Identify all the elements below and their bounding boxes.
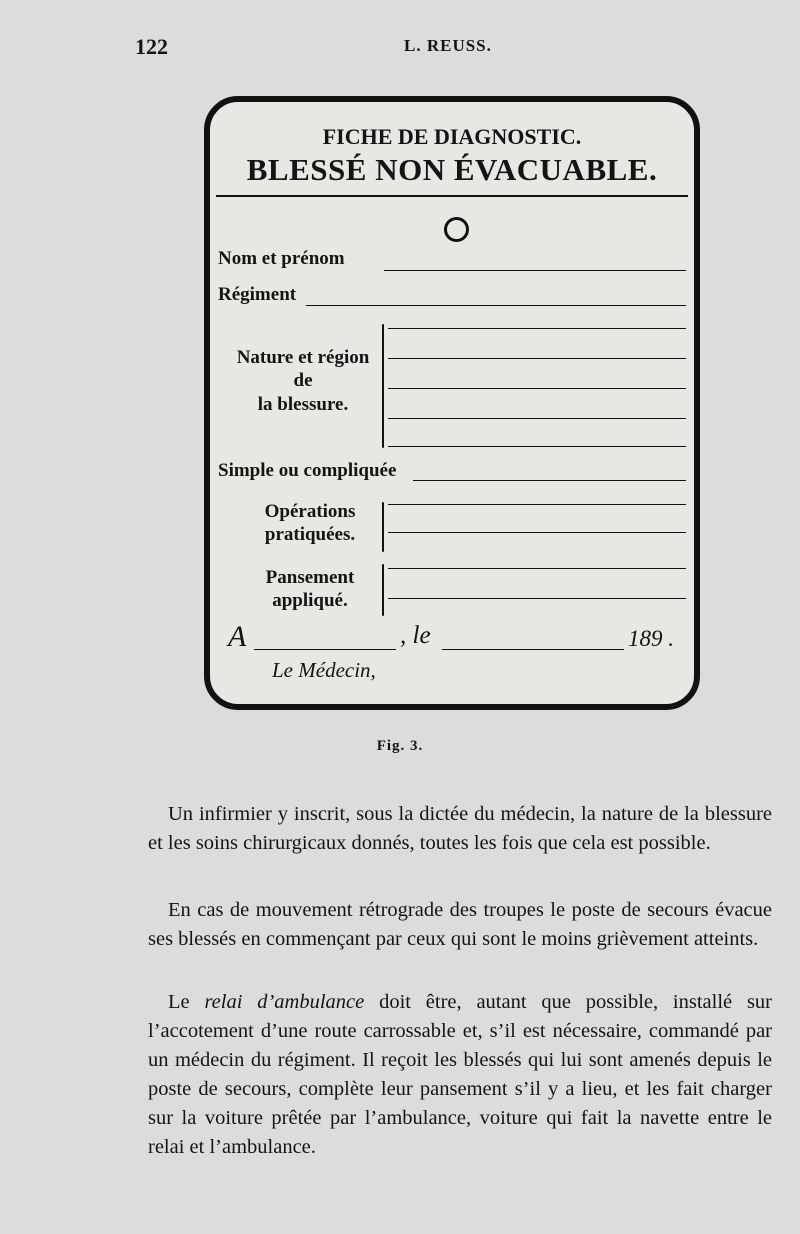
simple-complicated-label: Simple ou compliquée <box>218 460 397 481</box>
operations-line-b <box>388 532 686 533</box>
dressing-line-1: Pansement <box>265 567 355 588</box>
regiment-line <box>306 305 686 306</box>
title-rule <box>216 195 688 197</box>
punch-hole-circle <box>444 217 469 242</box>
card-subtitle: BLESSÉ NON ÉVACUABLE. <box>246 152 658 187</box>
wound-line-1 <box>388 328 686 329</box>
wound-nature-line-2: de <box>293 370 313 392</box>
paragraph-2-text: En cas de mouvement rétrograde des troupes le poste de secours évacue ses blessés en commençant par ceux qui sont le moins grièvement atteints. <box>148 899 772 950</box>
paragraph-3-start: Le <box>168 991 205 1013</box>
wound-line-4 <box>388 418 686 419</box>
place-line <box>254 649 396 650</box>
doctor-signature-label: Le Médecin, <box>272 658 376 682</box>
year-suffix: 189 . <box>628 626 674 651</box>
place-prefix: A <box>228 620 247 653</box>
dressing-label <box>240 566 380 613</box>
regiment-label: Régiment <box>218 284 297 305</box>
figure-caption: Fig. 3. <box>376 738 424 754</box>
operations-line-a <box>388 504 686 505</box>
dressing-brace <box>382 564 384 616</box>
name-line <box>384 270 686 271</box>
date-prefix: , le <box>400 622 431 649</box>
card-title: FICHE DE DIAGNOSTIC. <box>322 124 582 149</box>
date-line <box>442 649 624 650</box>
paragraph-3-text: doit être, autant que possible, installé sur l’accotement d’une route carrossable et, s’il est nécessaire, commandé par un médecin du régiment. Il reçoit les blessés qui lui sont amenés depuis le poste de secours, complète leur pansement s’il y a lieu, et les fait charger sur la voiture prêtée par l’ambulance, voiture qui fait la navette entre le relai et l’ambulance. <box>148 991 773 1158</box>
paragraph-1-text: Un infirmier y inscrit, sous la dictée du médecin, la nature de la blessure et les soins chirurgicaux donnés, toutes les fois que cela est possible. <box>148 803 772 854</box>
wound-nature-line-1: Nature et région <box>236 347 370 368</box>
paragraph-1 <box>148 800 772 858</box>
operations-label <box>240 500 380 547</box>
paragraph-3 <box>148 988 772 1162</box>
operations-line-1: Opérations <box>264 501 356 522</box>
wound-nature-line-3: la blessure. <box>257 393 349 415</box>
paragraph-2 <box>148 896 772 954</box>
dressing-line-b <box>388 598 686 599</box>
wound-line-3 <box>388 388 686 389</box>
dressing-line-2: appliqué. <box>272 590 348 612</box>
simple-complicated-line <box>413 480 686 481</box>
page-number: 122 <box>135 34 168 59</box>
wound-nature-label <box>218 346 388 416</box>
wound-nature-brace <box>382 324 384 448</box>
paragraph-3-emphasis: relai d’ambulance <box>204 991 365 1013</box>
running-head: L. REUSS. <box>404 36 492 55</box>
wound-line-5 <box>388 446 686 447</box>
wound-line-2 <box>388 358 686 359</box>
operations-brace <box>382 502 384 552</box>
dressing-line-a <box>388 568 686 569</box>
diagnostic-card <box>204 96 700 710</box>
operations-line-2: pratiquées. <box>264 524 356 546</box>
name-label: Nom et prénom <box>218 248 345 269</box>
